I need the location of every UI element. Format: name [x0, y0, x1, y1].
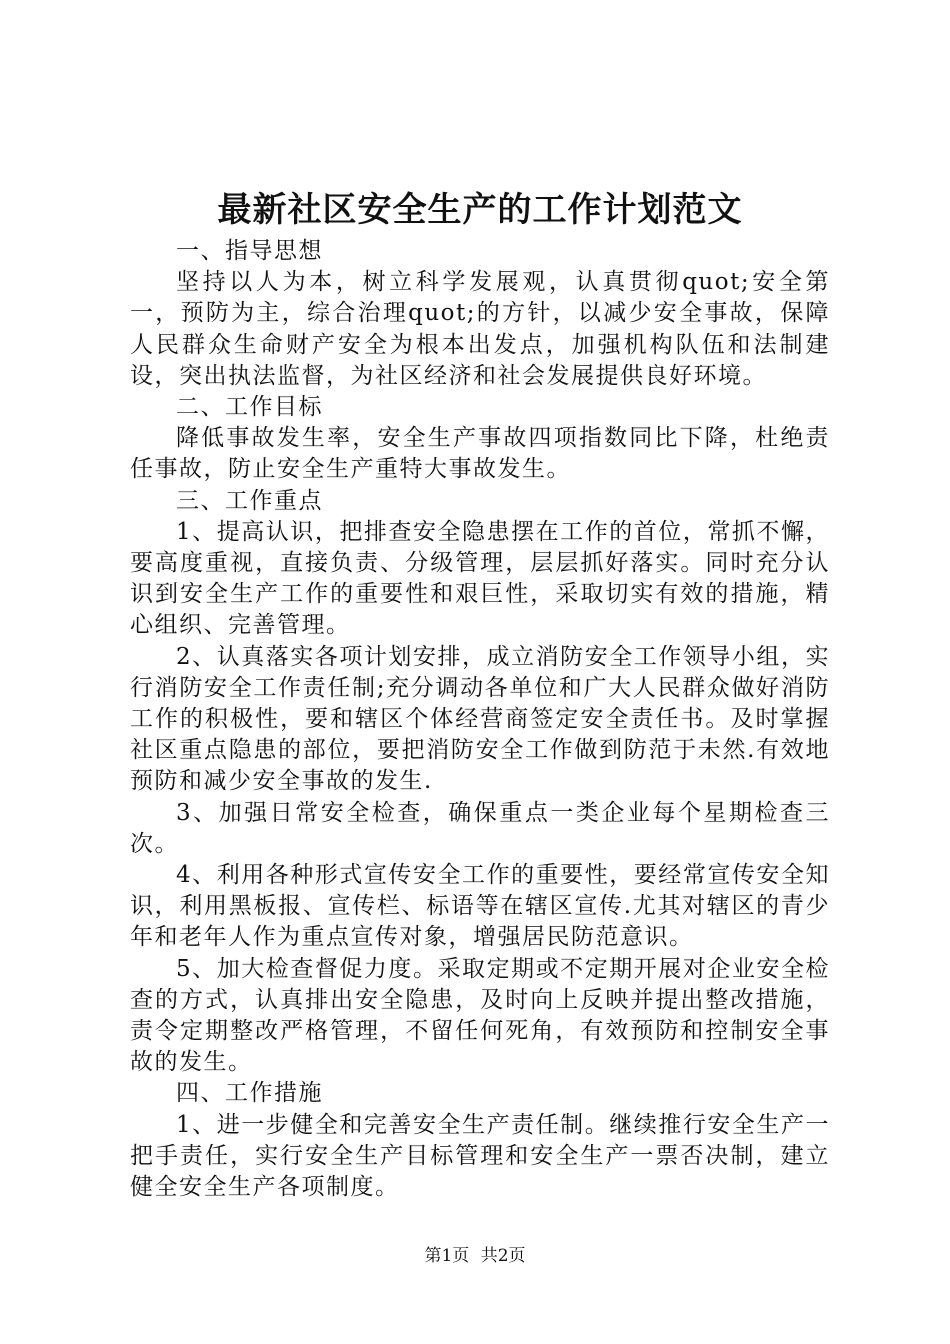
- document-title: 最新社区安全生产的工作计划范文: [217, 190, 743, 230]
- paragraph: 降低事故发生率，安全生产事故四项指数同比下降，杜绝责任事故，防止安全生产重特大事故发生。: [130, 425, 830, 483]
- section-heading: 四、工作措施: [176, 1080, 323, 1107]
- paragraph: 5、加大检查督促力度。采取定期或不定期开展对企业安全检查的方式，认真排出安全隐患，及时向上反映并提出整改措施，责令定期整改严格管理，不留任何死角，有效预防和控制安全事故的发生。: [130, 955, 830, 1076]
- section-work-measures: [130, 1078, 830, 1203]
- paragraph: 1、进一步健全和完善安全生产责任制。继续推行安全生产一把手责任，实行安全生产目标管理和安全生产一票否决制，建立健全安全生产各项制度。: [130, 1111, 830, 1201]
- section-heading: 一、指导思想: [176, 238, 323, 264]
- section-heading: 二、工作目标: [176, 394, 323, 421]
- paragraph: 4、利用各种形式宣传安全工作的重要性，要经常宣传安全知识，利用黑板报、宣传栏、标语等在辖区宣传.尤其对辖区的青少年和老年人作为重点宣传对象，增强居民防范意识。: [130, 862, 830, 951]
- paragraph: 3、加强日常安全检查，确保重点一类企业每个星期检查三次。: [130, 799, 830, 857]
- page-footer: [0, 1244, 950, 1268]
- paragraph: 2、认真落实各项计划安排，成立消防安全工作领导小组，实行消防安全工作责任制;充分调动各单位和广大人民群众做好消防工作的积极性，要和辖区个体经营商签定安全责任书。及时掌握社区重点隐患的部位，要把消防安全工作做到防范于未然.有效地预防和减少安全事故的发生.: [130, 643, 830, 795]
- paragraph: 坚持以人为本，树立科学发展观，认真贯彻quot;安全第一，预防为主，综合治理quot;的方针，以减少安全事故，保障人民群众生命财产安全为根本出发点，加强机构队伍和法制建设，突出执法监督，为社区经济和社会发展提供良好环境。: [130, 269, 830, 389]
- document-page: [130, 186, 830, 1203]
- page-total: 共2页: [480, 1246, 526, 1266]
- section-work-goals: [130, 392, 830, 486]
- page-number: 第1页: [424, 1246, 470, 1266]
- section-work-focus: [130, 486, 830, 1079]
- paragraph: 1、提高认识，把排查安全隐患摆在工作的首位，常抓不懈，要高度重视，直接负责、分级管理，层层抓好落实。同时充分认识到安全生产工作的重要性和艰巨性，采取切实有效的措施，精心组织、完善管理。: [130, 518, 830, 639]
- section-guiding-thought: [130, 236, 830, 392]
- section-heading: 三、工作重点: [176, 487, 323, 514]
